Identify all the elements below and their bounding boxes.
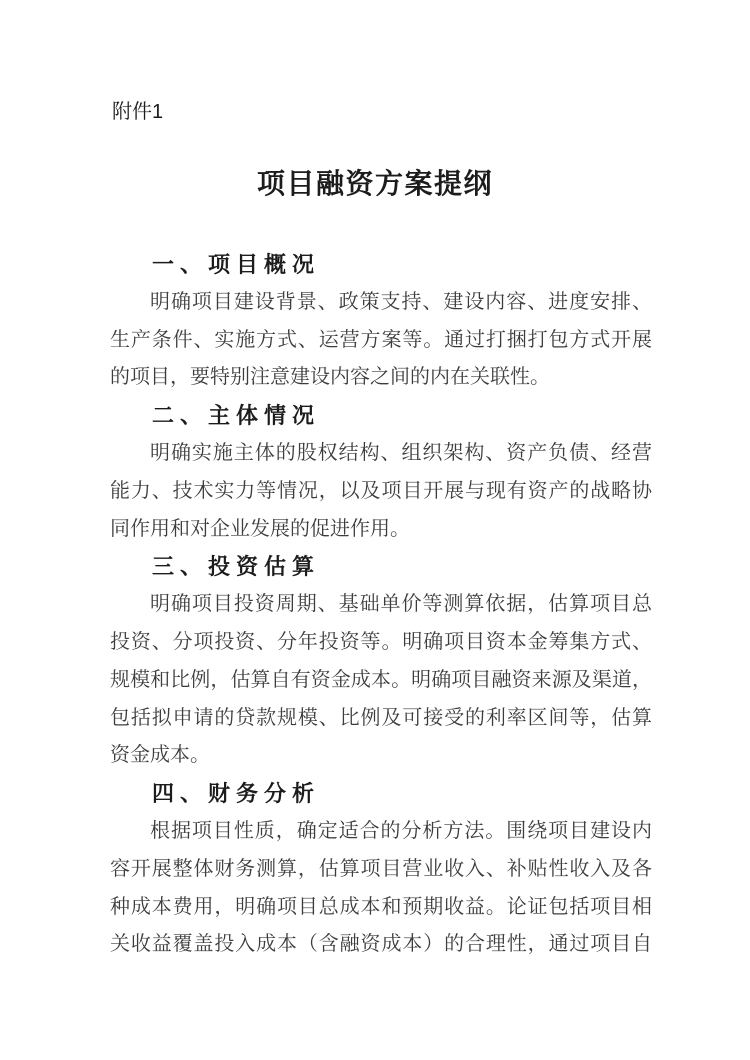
paragraph-line: 明确项目建设背景、政策支持、建设内容、进度安排、 — [150, 290, 652, 313]
paragraph-line: 明确实施主体的股权结构、组织架构、资产负债、经营 — [150, 441, 652, 464]
paragraph-line: 投资、分项投资、分年投资等。明确项目资本金筹集方式、 — [110, 630, 652, 653]
paragraph-line: 同作用和对企业发展的促进作用。 — [110, 517, 410, 540]
paragraph-line: 规模和比例，估算自有资金成本。明确项目融资来源及渠道， — [110, 668, 652, 691]
paragraph-line: 的项目，要特别注意建设内容之间的内在关联性。 — [110, 366, 550, 389]
paragraph-line: 能力、技术实力等情况，以及项目开展与现有资产的战略协 — [110, 479, 652, 502]
attachment-label: 附件1 — [112, 101, 164, 123]
section-heading: 一、项目概况 — [152, 252, 321, 277]
section-heading: 四、财务分析 — [152, 781, 321, 807]
paragraph-line: 容开展整体财务测算，估算项目营业收入、补贴性收入及各 — [110, 857, 652, 880]
paragraph-line: 生产条件、实施方式、运营方案等。通过打捆打包方式开展 — [110, 328, 652, 351]
paragraph-line: 根据项目性质，确定适合的分析方法。围绕项目建设内 — [150, 819, 652, 842]
document-section — [110, 246, 652, 397]
paragraph-line: 明确项目投资周期、基础单价等测算依据，估算项目总 — [150, 593, 652, 616]
document-section — [110, 397, 652, 548]
document-section — [110, 548, 652, 775]
section-heading: 三、投资估算 — [152, 554, 321, 580]
document-body — [110, 246, 652, 964]
paragraph-line: 包括拟申请的贷款规模、比例及可接受的利率区间等，估算 — [110, 706, 652, 729]
paragraph-line: 种成本费用，明确项目总成本和预期收益。论证包括项目相 — [110, 895, 652, 918]
paragraph-line: 关收益覆盖投入成本（含融资成本）的合理性，通过项目自 — [110, 933, 652, 956]
paragraph-line: 资金成本。 — [110, 744, 210, 767]
section-heading: 二、主体情况 — [152, 403, 321, 429]
page-title: 项目融资方案提纲 — [256, 168, 493, 199]
document-section — [110, 775, 652, 964]
